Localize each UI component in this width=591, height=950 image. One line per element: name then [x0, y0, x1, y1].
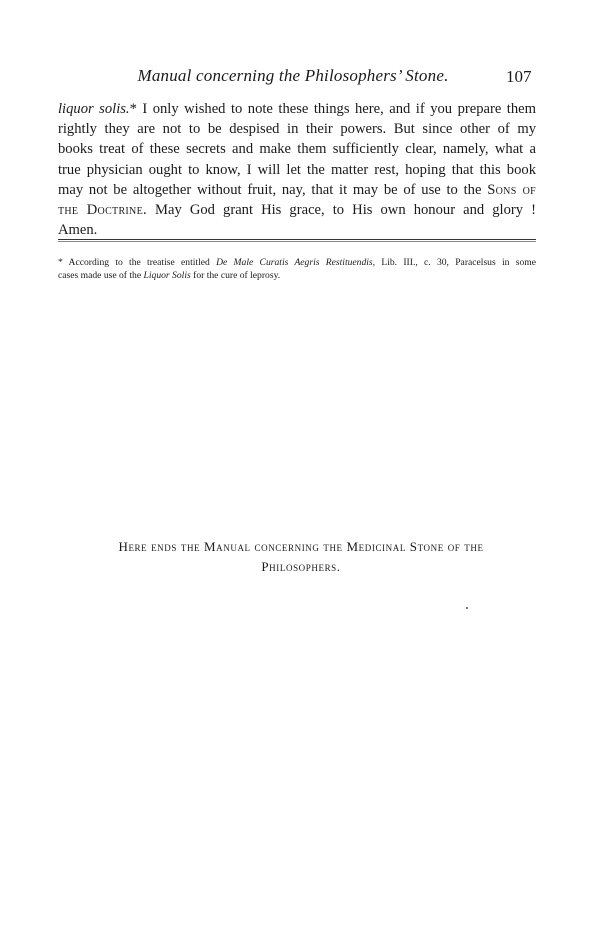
footnote-italic-title: De Male Curatis Aegris Restituendis,: [216, 257, 376, 268]
page-number: 107: [506, 67, 532, 86]
small-caps-text: the Doctrine.: [58, 202, 147, 219]
footnote-divider-secondary: [58, 241, 536, 242]
footnote-italic-term: Liquor Solis: [143, 270, 191, 281]
main-paragraph: [58, 99, 536, 240]
paragraph-line: Amen.: [58, 222, 98, 239]
print-speck: [466, 607, 468, 609]
paragraph-line: [58, 180, 536, 200]
footnote: [58, 256, 536, 282]
footnote-divider: [58, 239, 536, 240]
footnote-text: for the cure of leprosy.: [193, 270, 281, 281]
small-caps-text: Sons of: [487, 181, 537, 198]
footnote-text: According to the treatise entitled: [68, 257, 210, 268]
paragraph-line: true physician ought to know, I will let the matter rest, hoping that this book: [58, 161, 536, 178]
colophon-line: Here ends the Manual concerning the Medicinal Stone of the: [118, 539, 484, 554]
paragraph-text: May God grant His grace, to His own honour and glory !: [155, 202, 536, 219]
paragraph-line: [58, 200, 536, 220]
running-header-title: Manual concerning the Philosophers’ Stone.: [137, 66, 449, 85]
footnote-line: [58, 256, 536, 269]
colophon-line: Philosophers.: [261, 559, 341, 574]
footnote-marker: *: [58, 257, 63, 268]
footnote-text: cases made use of the: [58, 270, 142, 281]
footnote-line: [58, 269, 536, 282]
paragraph-line: [58, 99, 536, 119]
footnote-text: Lib. III., c. 30, Paracelsus in some: [381, 257, 536, 268]
paragraph-text: * I only wished to note these things here, and if you prepare them: [129, 101, 536, 117]
paragraph-line: books treat of these secrets and make them sufficiently clear, namely, what a: [58, 141, 536, 158]
italic-term: liquor solis.: [58, 101, 130, 117]
colophon: [70, 537, 532, 577]
paragraph-text: may not be altogether without fruit, nay, that it may be of use to the: [58, 181, 482, 198]
paragraph-line: rightly they are not to be despised in their powers. But since other of my: [58, 121, 536, 138]
